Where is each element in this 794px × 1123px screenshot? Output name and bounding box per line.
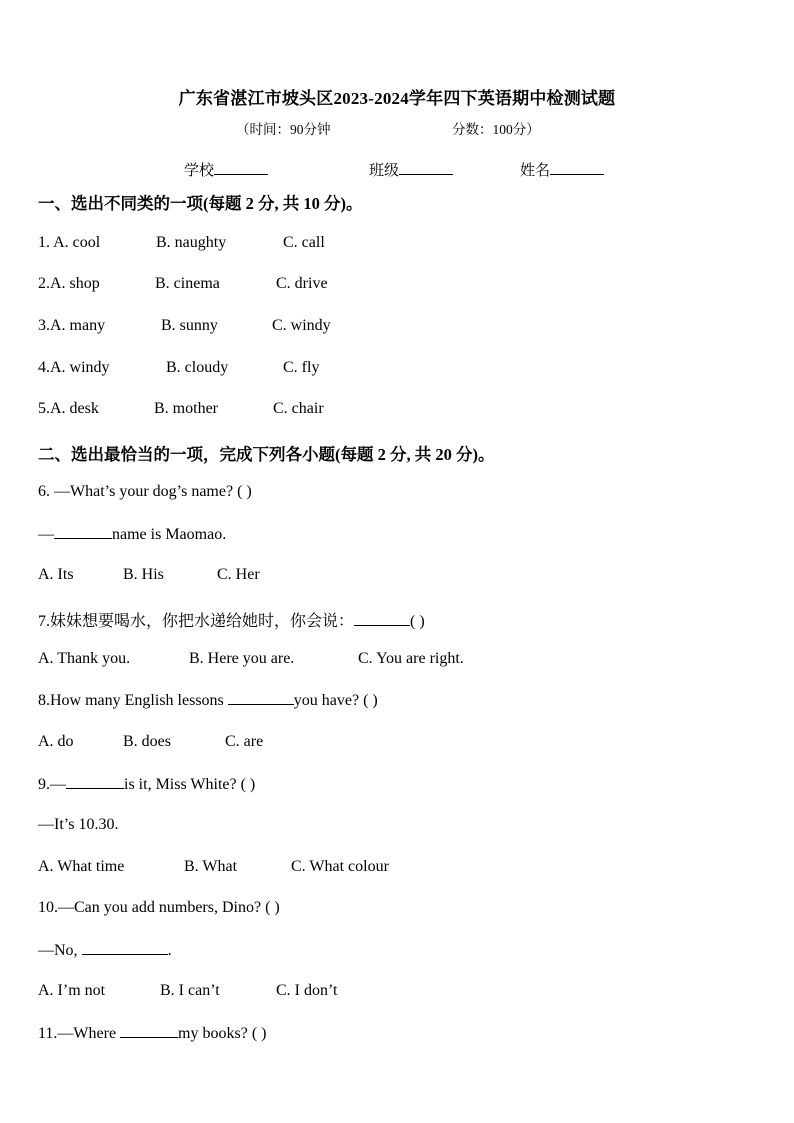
stem-text-end: my books? ( ) bbox=[178, 1025, 267, 1042]
option-b[interactable]: B. sunny bbox=[161, 317, 218, 334]
name-blank[interactable] bbox=[550, 160, 604, 175]
answer-blank[interactable] bbox=[66, 775, 124, 789]
stem-text: is it, Miss White? ( ) bbox=[124, 776, 256, 793]
option-c[interactable]: C. What colour bbox=[291, 858, 389, 875]
option-b[interactable]: B. What bbox=[184, 858, 238, 875]
section1-heading: 一、选出不同类的一项(每题 2 分, 共 10 分)。 bbox=[38, 194, 363, 213]
option-c[interactable]: C. I don’t bbox=[276, 982, 338, 999]
question-10-stem: 10.—Can you add numbers, Dino? ( ) bbox=[38, 899, 280, 916]
question-11-stem bbox=[38, 1024, 266, 1043]
option-b[interactable]: B. cinema bbox=[155, 275, 220, 292]
option-b[interactable]: B. I can’t bbox=[160, 982, 220, 999]
reply-text: name is Maomao. bbox=[112, 526, 227, 543]
option-a[interactable]: 1. A. cool bbox=[38, 234, 101, 251]
option-b[interactable]: B. mother bbox=[154, 400, 218, 417]
option-a[interactable]: A. I’m not bbox=[38, 982, 106, 999]
stem-text: 8.How many English lessons bbox=[38, 692, 228, 709]
option-c[interactable]: C. chair bbox=[273, 400, 324, 417]
option-c[interactable]: C. drive bbox=[276, 275, 328, 292]
option-a[interactable]: 2.A. shop bbox=[38, 275, 100, 292]
class-label: 班级 bbox=[369, 163, 400, 179]
name-label: 姓名 bbox=[520, 163, 551, 179]
answer-blank[interactable] bbox=[120, 1024, 178, 1038]
question-9-stem bbox=[38, 775, 255, 794]
answer-blank[interactable] bbox=[54, 525, 112, 539]
question-7-stem bbox=[38, 608, 425, 631]
stem-number: 9.— bbox=[38, 776, 66, 793]
option-b[interactable]: B. His bbox=[123, 566, 164, 583]
stem-text-end: you have? ( ) bbox=[293, 692, 378, 709]
option-a[interactable]: 4.A. windy bbox=[38, 359, 110, 376]
option-c[interactable]: C. windy bbox=[272, 317, 331, 334]
option-a[interactable]: A. Its bbox=[38, 566, 74, 583]
exam-score: 分数：100分） bbox=[452, 122, 540, 137]
exam-time: （时间：90分钟 bbox=[236, 122, 331, 137]
option-a[interactable]: A. What time bbox=[38, 858, 125, 875]
option-b[interactable]: B. does bbox=[123, 733, 171, 750]
option-a[interactable]: A. Thank you. bbox=[38, 650, 131, 667]
answer-blank[interactable] bbox=[82, 941, 168, 955]
option-a[interactable]: 3.A. many bbox=[38, 317, 106, 334]
question-8-stem bbox=[38, 691, 378, 710]
option-c[interactable]: C. Her bbox=[217, 566, 260, 583]
question-10-reply bbox=[38, 941, 172, 960]
exam-title: 广东省湛江市坡头区2023-2024学年四下英语期中检测试题 bbox=[178, 89, 616, 108]
student-info-fields bbox=[0, 159, 794, 181]
class-blank[interactable] bbox=[399, 160, 453, 175]
stem-bracket: ( ) bbox=[410, 613, 425, 630]
option-c[interactable]: C. call bbox=[283, 234, 325, 251]
option-a[interactable]: 5.A. desk bbox=[38, 400, 99, 417]
stem-text: 11.—Where bbox=[38, 1025, 121, 1042]
section2-heading: 二、选出最恰当的一项，完成下列各小题(每题 2 分, 共 20 分)。 bbox=[38, 445, 495, 464]
option-b[interactable]: B. naughty bbox=[156, 234, 227, 251]
option-b[interactable]: B. cloudy bbox=[166, 359, 229, 376]
option-c[interactable]: C. You are right. bbox=[358, 650, 464, 667]
exam-info bbox=[236, 118, 566, 138]
school-field[interactable] bbox=[184, 159, 268, 180]
option-c[interactable]: C. are bbox=[225, 733, 264, 750]
question-9-reply: —It’s 10.30. bbox=[38, 816, 119, 833]
school-blank[interactable] bbox=[214, 160, 268, 175]
question-6-reply bbox=[38, 525, 226, 544]
option-c[interactable]: C. fly bbox=[283, 359, 320, 376]
reply-period: . bbox=[167, 942, 172, 959]
option-a[interactable]: A. do bbox=[38, 733, 74, 750]
school-label: 学校 bbox=[184, 163, 215, 179]
answer-blank[interactable] bbox=[354, 612, 410, 626]
answer-blank[interactable] bbox=[228, 691, 294, 705]
stem-text: 7.妹妹想要喝水，你把水递给她时，你会说： bbox=[38, 613, 355, 630]
class-field[interactable] bbox=[369, 159, 453, 180]
question-6-stem: 6. —What’s your dog’s name? ( ) bbox=[38, 483, 252, 500]
reply-dash: — bbox=[38, 526, 54, 543]
reply-text: —No, bbox=[38, 942, 82, 959]
option-b[interactable]: B. Here you are. bbox=[189, 650, 295, 667]
name-field[interactable] bbox=[520, 159, 604, 180]
